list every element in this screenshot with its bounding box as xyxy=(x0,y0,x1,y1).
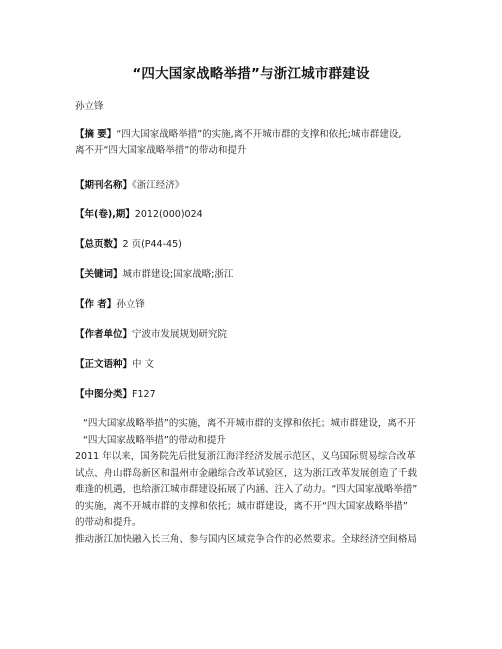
body-line: 难逢的机遇，也给浙江城市群建设拓展了内涵、注入了动力。“四大国家战略举措” xyxy=(75,484,418,495)
body-line: 的实施，离不开城市群的支撑和依托；城市群建设，离不开“四大国家战略举措” xyxy=(75,500,408,512)
body-line: “四大国家战略举措”的实施，离不开城市群的支撑和依托；城市群建设，离不开 xyxy=(83,418,416,429)
pages-field xyxy=(75,237,435,253)
authors-value: 孙立锋 xyxy=(116,299,145,310)
body-text xyxy=(75,416,440,548)
authors-label: 【作 者】 xyxy=(75,299,117,310)
body-line: “四大国家战略举措”的带动和提升 xyxy=(83,434,226,446)
body-line: 推动浙江加快融入长三角、参与国内区域竞争合作的必然要求。全球经济空间格局 xyxy=(75,533,418,545)
abstract-field xyxy=(75,127,435,159)
classification-label: 【中图分类】 xyxy=(75,389,133,400)
language-label: 【正文语种】 xyxy=(75,359,133,370)
abstract-line-2: 离不开“四大国家战略举措”的带动和提升 xyxy=(75,145,247,156)
document-title: “四大国家战略举措”与浙江城市群建设 xyxy=(132,66,370,82)
authors-field xyxy=(75,297,435,313)
author-line: 孙立锋 xyxy=(75,101,104,112)
abstract-line-1: “四大国家战略举措”的实施,离不开城市群的支撑和依托;城市群建设, xyxy=(116,129,402,140)
year-issue-label: 【年(卷),期】 xyxy=(75,209,135,220)
keywords-label: 【关键词】 xyxy=(75,269,123,280)
classification-value: F127 xyxy=(132,389,156,400)
abstract-label: 【摘 要】 xyxy=(75,129,117,140)
body-line: 2011 年以来，国务院先后批复浙江海洋经济发展示范区、义乌国际贸易综合改革 xyxy=(75,451,416,462)
affiliation-label: 【作者单位】 xyxy=(75,329,133,340)
journal-field xyxy=(75,178,435,194)
body-line: 的带动和提升。 xyxy=(75,517,142,528)
keywords-value: 城市群建设;国家战略;浙江 xyxy=(122,269,234,280)
pages-value: 2 页(P44-45) xyxy=(122,239,182,250)
affiliation-field xyxy=(75,327,435,343)
affiliation-value: 宁波市发展规划研究院 xyxy=(132,329,228,340)
body-line: 试点、舟山群岛新区和温州市金融综合改革试验区，这为浙江改革发展创造了千载 xyxy=(75,467,418,479)
keywords-field xyxy=(75,267,435,283)
year-issue-value: 2012(000)024 xyxy=(134,209,203,220)
language-field xyxy=(75,357,435,373)
journal-value: 《浙江经济》 xyxy=(132,180,185,191)
journal-label: 【期刊名称】 xyxy=(75,180,133,191)
year-issue-field xyxy=(75,207,435,223)
pages-label: 【总页数】 xyxy=(75,239,123,250)
classification-field xyxy=(75,387,435,403)
language-value: 中 文 xyxy=(132,359,155,370)
